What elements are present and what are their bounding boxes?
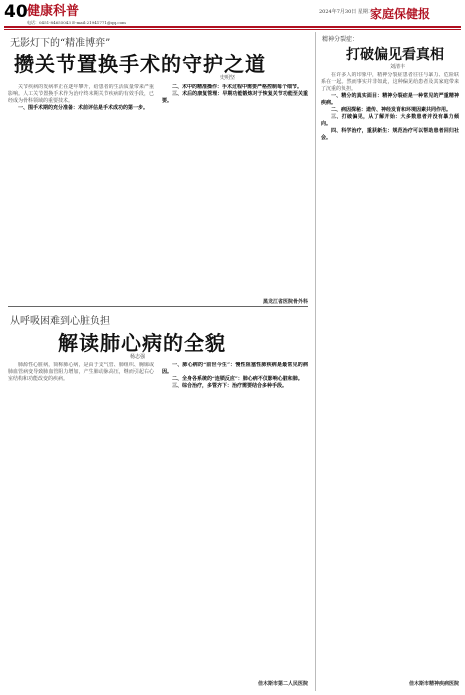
page-name: 健康科普 [27, 4, 80, 19]
article1-body [8, 84, 308, 294]
article3-signoff: 佳木斯市精神疾病医院 [408, 681, 459, 687]
article2-kicker: 从呼吸困难到心脏负担 [10, 316, 110, 327]
article2-body [8, 362, 308, 672]
section-name: 家庭保健报 [370, 7, 431, 21]
contact-info: 电话：0451-84655043 E-mail:21941771@qq.com [27, 20, 126, 25]
article1-signoff: 黑龙江省医院骨外科 [262, 299, 308, 305]
article3-subhead: 四、科学治疗，重获新生：规范治疗可以帮助患者回归社会。 [321, 128, 459, 141]
header-rule-thin [4, 29, 461, 30]
article1-paragraph: 关节疾病的发病率正在逐年攀升，给患者的生活质量带来严重影响。人工关节置换手术作为治疗终末期关节疾病的有效手段，已经成为骨科领域的重要技术。 [8, 84, 154, 104]
article1-subhead: 二、术中的精准操作：手术过程中需要严格控制每个细节。 [172, 84, 303, 90]
article2-subhead: 二、全身各系统的“连锁反应”：肺心病不仅影响心脏和肺。 [172, 376, 303, 382]
article3-subhead: 一、精分的真实面目：精神分裂症是一种常见的严重精神疾病。 [321, 93, 459, 106]
issue-date: 2024年7月30日 星期二 [319, 9, 373, 15]
article3-kicker: 精神分裂症： [322, 36, 359, 43]
article1-byline: 史明坚 [220, 75, 236, 81]
article3-subhead: 二、病因探秘：遗传、神经发育和环境因素共同作用。 [331, 107, 452, 113]
page-number: 40 [4, 2, 28, 22]
article3-byline: 刘清丰 [390, 64, 406, 70]
article2-byline: 杨志强 [130, 354, 146, 360]
article1-kicker: 无影灯下的“精准博弈” [10, 38, 111, 49]
article3-subhead: 三、打破偏见，从了解开始：大多数患者并没有暴力倾向。 [321, 114, 459, 127]
article1-subhead: 一、围手术期的充分准备：术前评估是手术成功的第一步。 [18, 105, 149, 111]
article3-body [321, 72, 459, 672]
article1-title: 攒关节置换手术的守护之道 [14, 52, 266, 76]
article-separator [8, 306, 308, 307]
article3-title: 打破偏见看真相 [346, 47, 444, 63]
header-rule [4, 26, 461, 28]
article1-subhead: 三、术后的康复管理：早期功能锻炼对于恢复关节功能至关重要。 [162, 91, 308, 104]
article3-paragraph: 在许多人的印象中，精神分裂症患者往往与暴力、危险联系在一起。然而事实并非如此，这种偏见给患者及其家庭带来了沉重的负担。 [321, 72, 459, 92]
article2-title: 解读肺心病的全貌 [58, 331, 226, 355]
article2-signoff: 佳木斯市第二人民医院 [257, 681, 308, 687]
article2-paragraph: 肺源性心脏病，简称肺心病，是由于支气管、肺组织、胸廓或肺血管病变导致肺血管阻力增加，产生肺动脉高压，继而引起右心室结构和功能改变的疾病。 [8, 362, 154, 382]
column-divider [315, 32, 316, 691]
page-header [4, 3, 461, 25]
article2-subhead: 三、综合治疗，多管齐下：治疗需要结合多种手段。 [172, 383, 288, 389]
article2-subhead: 一、肺心病的“前世今生”：慢性阻塞性肺疾病是最常见的病因。 [162, 362, 308, 375]
